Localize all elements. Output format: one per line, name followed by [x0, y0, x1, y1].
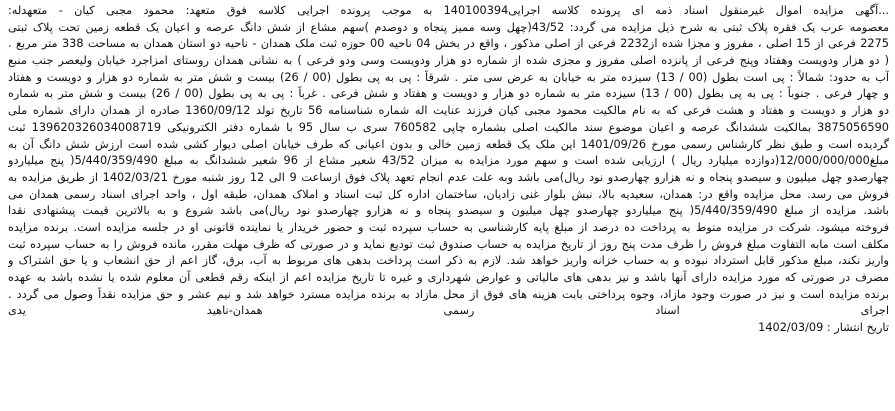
notice-line: واریز نکند، مبلغ مذکور قابل استرداد نبوده و به حساب خزانه واریز خواهد شد. لازم به ذکر است پرداخت بدهی های مربوط به آب، برق، گاز اعم از حق انشعاب و یا حق اشتراک و	[8, 254, 889, 268]
notice-line: معصومه عرب یک فقره پلاک ثبتی به شرح ذیل مزایده می گردد: 43/52(چهل وسه ممیز پنجاه و دوصدم )سهم مشاع از شش دانگ عرصه و اعیان یک قطعه زمین تحت پلاک ثبتی	[8, 20, 889, 34]
notice-line: ( دو هزار ودویست وهفتاد وپنج فرعی از پانزده اصلی مفروز و مجزی شده از شماره دو هزار ودویست وسی ودو فرعی ) به نشانی همدان روستای امزاجرد خیابان ولیعصر جنب منبع	[8, 54, 889, 68]
notice-line: مصرف در صورتی که مورد مزایده دارای آنها باشد و نیز بدهی های مالیاتی و عوارض شهرداری و غیره تا تاریخ مزایده اعم از اینکه رقم قطعی آن معلوم شده یا نشده باشد به عهده	[8, 271, 889, 284]
notice-line: مکلف است مابه التفاوت مبلغ فروش را ظرف مدت پنج روز از تاریخ مزایده به حساب صندوق ثبت تودیع نماید و در صورتی که ظرف مهلت مقرر، مانده فروش را به حساب سپرده ثبت	[8, 237, 889, 251]
notice-line: فروخته میشود. شرکت در مزایده منوط به پرداخت ده درصد از مبلغ پایه کارشناسی به حساب سپرده ثبت و حضور خریدار یا نماینده قانونی او در جلسه مزایده است. برنده مزایده	[8, 220, 889, 234]
notice-line: و چهار فرعی . جنوباً : پی به پی بطول (00 / 13) سیزده متر به شماره دو هزار و دویست و هفتاد و شش فرعی . غرباً : پی به پی بطول (00 / 26) بیست و شش متر به شماره	[8, 87, 889, 101]
notice-line: دو هزار و دویست و هفتاد و هشت فرعی که به نام مالکیت محمود مجبی کیان فرزند عنایت اله شماره شناسنامه 56 تاریخ تولد 1360/09/12 صادره از همدان دارای شماره ملی	[8, 104, 889, 118]
notice-line: گردیده است و طبق نظر کارشناس رسمی مورخ 1401/09/26 این ملک یک قطعه زمین خالی و بدون اعیانی که طرف خیابان اصلی دیوار کشی شده است ارزش شش دانگ آن به	[8, 137, 889, 151]
notice-line-signature: اجرای اسناد رسمی همدان-ناهید یدی	[8, 304, 889, 318]
notice-line: فروش می رسد. محل مزایده واقع در: همدان، سعیدیه بالا، نبش بلوار غنی زادیان، ساختمان اداره کل ثبت اسناد و املاک همدان، طبقه اول ، واحد اجرای اسناد رسمی همدان می	[8, 187, 889, 201]
notice-line: مبلغ12/000/000/000(دوازده میلیارد ریال ) ارزیابی شده است و سهم مورد مزایده به میزان 43/52 شعیر مشاع از 96 شعیر ششدانگ به مبلغ 5/440/359/490( پنج میلیاردو	[8, 154, 889, 168]
notice-line-title: ...آگهی مزایده اموال غیرمنقول اسناد ذمه ای پرونده کلاسه اجرایی14010039‌4 به موجب پرونده اجرایی کلاسه فوق متعهد: محمود مجبی کیان - متعهدله:	[8, 4, 889, 17]
notice-line: آب به حدود: شمالاً : پی است بطول (00 / 13) سیزده متر به خیابان به عرض سی متر . شرقاً : پی به پی بطول (00 / 26) بیست و شش متر به شماره دو هزار و دویست و هفتاد	[8, 70, 889, 84]
notice-line: 2275 فرعی از 15 اصلی ، مفروز و مجزا شده از2232 فرعی از اصلی مذکور ، واقع در بخش 04 ناحیه 00 حوزه ثبت ملک همدان - ناحیه دو استان همدان به مساحت 338 متر مربع .	[8, 37, 889, 51]
notice-line: برنده مزایده است و نیز در صورت وجود مازاد، وجوه پرداختی بابت هزینه های فوق از محل مازاد به برنده مزایده مسترد خواهد شد و نیم عشر و حق مزایده نقداً وصول می گردد .	[8, 287, 889, 301]
notice-line: چهارصدو چهل میلیون و سیصدو پنجاه و نه هزارو چهارصدو نود ریال)می باشد وبه علت عدم انجام تعهد پلاک فوق ازساعت 9 الی 12 روز شنبه مورخ 1402/03/21 از طریق مزایده به	[8, 170, 889, 184]
notice-line-publish-date: تاریخ انتشار : 1402/03/09	[758, 321, 889, 335]
notice-line: باشد. مزایده از مبلغ 5/440/359/490( پنج میلیاردو چهارصدو چهل میلیون و سیصدو پنجاه و نه هزارو چهارصدو نود ریال)می باشد شروع و به بالاترین قیمت پیشنهادی نقدا	[8, 204, 889, 218]
notice-line: 3875056590 بمالکیت ششدانگ عرصه و اعیان موضوع سند مالکیت اصلی بشماره چاپی 760582 سری ب سال 95 با شماره دفتر الکترونیکی 139620326034008719 ثبت	[8, 120, 889, 134]
